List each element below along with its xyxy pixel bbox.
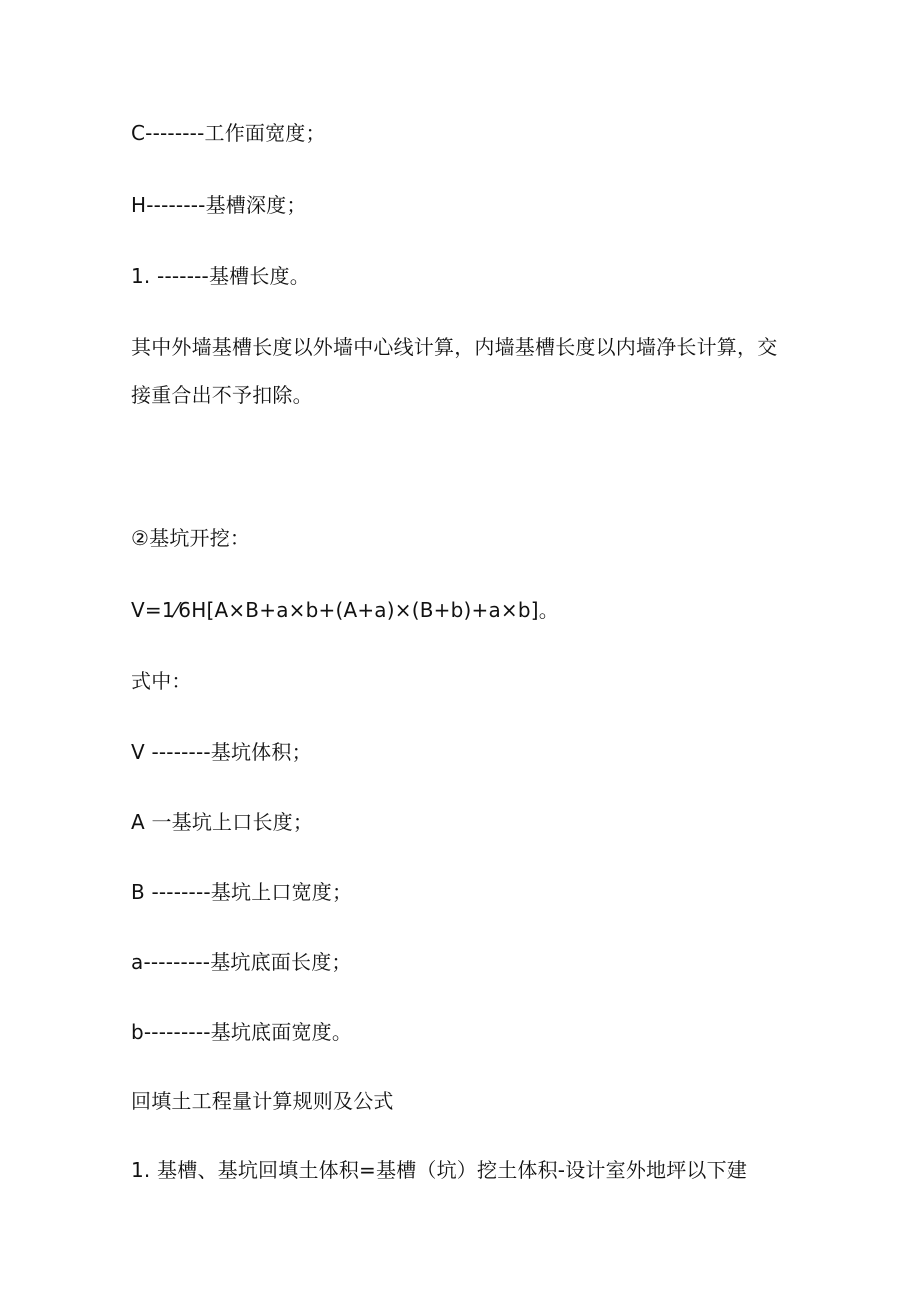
section-heading-backfill: 回填土工程量计算规则及公式 bbox=[131, 1089, 394, 1113]
definition-a-upper-line: A 一基坑上口长度； bbox=[131, 810, 314, 834]
backfill-rule-line: 1. 基槽、基坑回填土体积=基槽（坑）挖土体积-设计室外地坪以下建 bbox=[131, 1158, 748, 1182]
definition-b-upper-line: B --------基坑上口宽度； bbox=[131, 880, 353, 904]
definition-h-line: H--------基槽深度； bbox=[131, 193, 307, 217]
definition-v-line: V --------基坑体积； bbox=[131, 740, 312, 764]
formula-line: V=1⁄6H[A×B+a×b+(A+a)×(B+b)+a×b]。 bbox=[131, 598, 559, 622]
paragraph-line-1: 其中外墙基槽长度以外墙中心线计算，内墙基槽长度以内墙净长计算，交 bbox=[131, 335, 778, 359]
definition-a-lower-line: a---------基坑底面长度； bbox=[131, 950, 352, 974]
section-heading-pit: ②基坑开挖： bbox=[131, 526, 251, 550]
definition-c-line: C--------工作面宽度； bbox=[131, 121, 326, 145]
where-label: 式中： bbox=[131, 669, 192, 693]
definition-b-lower-line: b---------基坑底面宽度。 bbox=[131, 1020, 353, 1044]
definition-length-line: 1. -------基槽长度。 bbox=[131, 264, 310, 288]
paragraph-line-2: 接重合出不予扣除。 bbox=[131, 383, 313, 407]
